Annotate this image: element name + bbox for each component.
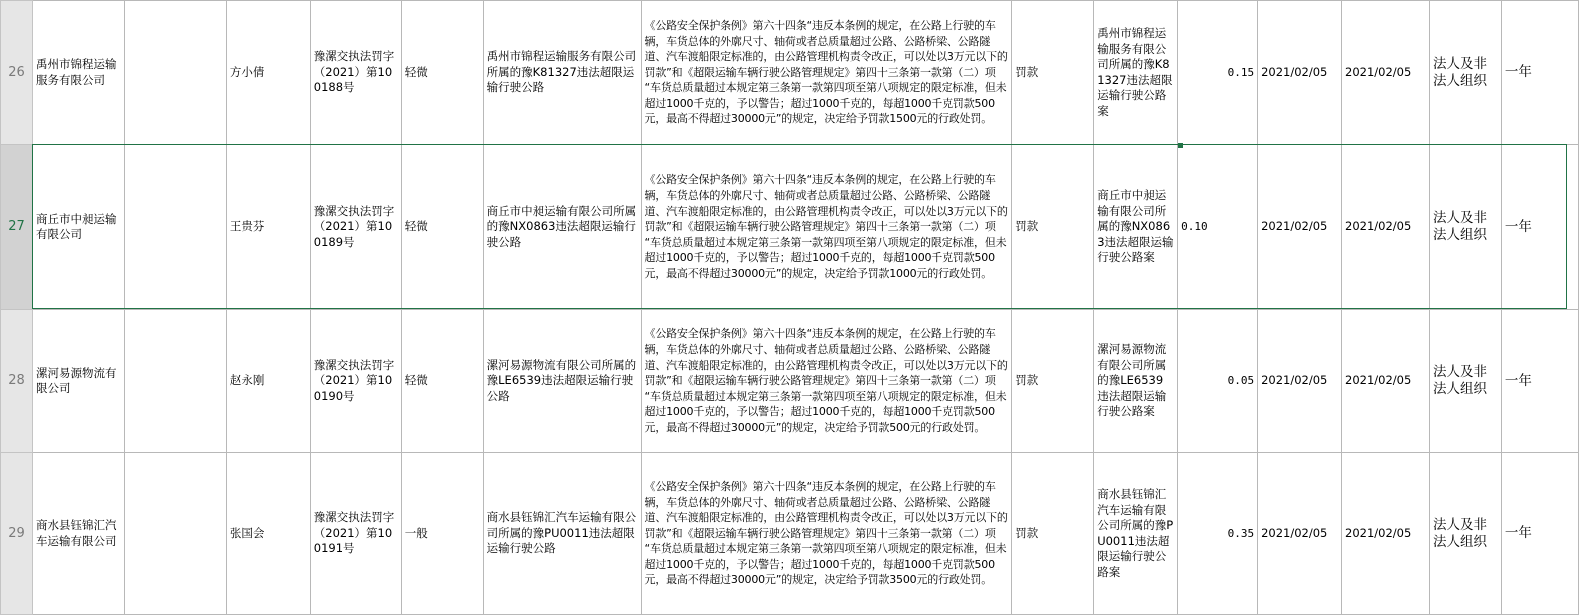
cell-empty[interactable] xyxy=(124,145,226,310)
cell-level[interactable]: 轻微 xyxy=(401,145,483,310)
cell-violation[interactable]: 商丘市中昶运输有限公司所属的豫NX0863违法超限运输行驶公路 xyxy=(483,145,641,310)
cell-empty[interactable] xyxy=(124,453,226,615)
cell-decision-date[interactable]: 2021/02/05 xyxy=(1258,453,1342,615)
cell-level[interactable]: 一般 xyxy=(401,453,483,615)
table-row xyxy=(1,310,1579,453)
cell-period[interactable]: 一年 xyxy=(1501,1,1578,145)
cell-penalty-content[interactable]: 禹州市锦程运输服务有限公司所属的豫K81327违法超限运输行驶公路案 xyxy=(1094,1,1178,145)
row-number[interactable]: 28 xyxy=(1,310,33,453)
cell-publish-date[interactable]: 2021/02/05 xyxy=(1342,1,1430,145)
cell-empty[interactable] xyxy=(124,310,226,453)
cell-period[interactable]: 一年 xyxy=(1501,145,1578,310)
cell-category[interactable]: 法人及非法人组织 xyxy=(1429,1,1501,145)
cell-decision-date[interactable]: 2021/02/05 xyxy=(1258,310,1342,453)
table-row xyxy=(1,1,1579,145)
cell-penalty-type[interactable]: 罚款 xyxy=(1012,145,1094,310)
table-row xyxy=(1,453,1579,615)
cell-violation[interactable]: 漯河易源物流有限公司所属的豫LE6539违法超限运输行驶公路 xyxy=(483,310,641,453)
cell-penalty-type[interactable]: 罚款 xyxy=(1012,453,1094,615)
cell-company[interactable]: 禹州市锦程运输服务有限公司 xyxy=(32,1,124,145)
cell-amount[interactable]: 0.35 xyxy=(1178,453,1258,615)
cell-publish-date[interactable]: 2021/02/05 xyxy=(1342,310,1430,453)
cell-period[interactable]: 一年 xyxy=(1501,453,1578,615)
cell-decision-date[interactable]: 2021/02/05 xyxy=(1258,145,1342,310)
cell-penalty-content[interactable]: 漯河易源物流有限公司所属的豫LE6539违法超限运输行驶公路案 xyxy=(1094,310,1178,453)
cell-penalty-type[interactable]: 罚款 xyxy=(1012,1,1094,145)
cell-period[interactable]: 一年 xyxy=(1501,310,1578,453)
cell-penalty-type[interactable]: 罚款 xyxy=(1012,310,1094,453)
cell-decision-date[interactable]: 2021/02/05 xyxy=(1258,1,1342,145)
cell-person[interactable]: 王贵芬 xyxy=(226,145,310,310)
cell-publish-date[interactable]: 2021/02/05 xyxy=(1342,145,1430,310)
cell-company[interactable]: 商丘市中昶运输有限公司 xyxy=(32,145,124,310)
cell-doc-number[interactable]: 豫漯交执法罚字（2021）第100191号 xyxy=(310,453,401,615)
cell-legal-basis[interactable]: 《公路安全保护条例》第六十四条“违反本条例的规定，在公路上行驶的车辆，车货总体的外廓尺寸、轴荷或者总质量超过公路、公路桥梁、公路隧道、汽车渡船限定标准的，由公路管理机构责令改正，可以处以3万元以下的罚款”和《超限运输车辆行驶公路管理规定》第四十三条第一款第（二）项 “车货总质量超过本规定第三条第一款第四项至第八项规定的限定标准，但未超过1000千克的，予以警告；超过1000千克的，每超1000千克罚款500元，最高不得超过30000元”的规定，决定给予罚款1500元的行政处罚。 xyxy=(641,1,1012,145)
table-row xyxy=(1,145,1579,310)
cell-amount[interactable]: 0.05 xyxy=(1178,310,1258,453)
cell-company[interactable]: 商水县钰锦汇汽车运输有限公司 xyxy=(32,453,124,615)
cell-category[interactable]: 法人及非法人组织 xyxy=(1429,453,1501,615)
cell-legal-basis[interactable]: 《公路安全保护条例》第六十四条“违反本条例的规定，在公路上行驶的车辆，车货总体的外廓尺寸、轴荷或者总质量超过公路、公路桥梁、公路隧道、汽车渡船限定标准的，由公路管理机构责令改正，可以处以3万元以下的罚款”和《超限运输车辆行驶公路管理规定》第四十三条第一款第（二）项 “车货总质量超过本规定第三条第一款第四项至第八项规定的限定标准，但未超过1000千克的，予以警告；超过1000千克的，每超1000千克罚款500元，最高不得超过30000元”的规定，决定给予罚款500元的行政处罚。 xyxy=(641,310,1012,453)
cell-legal-basis[interactable]: 《公路安全保护条例》第六十四条“违反本条例的规定，在公路上行驶的车辆，车货总体的外廓尺寸、轴荷或者总质量超过公路、公路桥梁、公路隧道、汽车渡船限定标准的，由公路管理机构责令改正，可以处以3万元以下的罚款”和《超限运输车辆行驶公路管理规定》第四十三条第一款第（二）项 “车货总质量超过本规定第三条第一款第四项至第八项规定的限定标准，但未超过1000千克的，予以警告；超过1000千克的，每超1000千克罚款500元，最高不得超过30000元”的规定，决定给予罚款1000元的行政处罚。 xyxy=(641,145,1012,310)
cell-amount[interactable]: 0.10 xyxy=(1178,145,1258,310)
cell-level[interactable]: 轻微 xyxy=(401,310,483,453)
cell-publish-date[interactable]: 2021/02/05 xyxy=(1342,453,1430,615)
cell-person[interactable]: 赵永刚 xyxy=(226,310,310,453)
cell-penalty-content[interactable]: 商丘市中昶运输有限公司所属的豫NX0863违法超限运输行驶公路案 xyxy=(1094,145,1178,310)
row-number[interactable]: 27 xyxy=(1,145,33,310)
cell-amount[interactable]: 0.15 xyxy=(1178,1,1258,145)
cell-doc-number[interactable]: 豫漯交执法罚字（2021）第100189号 xyxy=(310,145,401,310)
row-number[interactable]: 26 xyxy=(1,1,33,145)
cell-violation[interactable]: 禹州市锦程运输服务有限公司所属的豫K81327违法超限运输行驶公路 xyxy=(483,1,641,145)
fill-handle[interactable] xyxy=(1178,143,1183,148)
cell-empty[interactable] xyxy=(124,1,226,145)
row-number[interactable]: 29 xyxy=(1,453,33,615)
cell-violation[interactable]: 商水县钰锦汇汽车运输有限公司所属的豫PU0011违法超限运输行驶公路 xyxy=(483,453,641,615)
cell-person[interactable]: 张国会 xyxy=(226,453,310,615)
cell-doc-number[interactable]: 豫漯交执法罚字（2021）第100190号 xyxy=(310,310,401,453)
cell-person[interactable]: 方小倩 xyxy=(226,1,310,145)
cell-legal-basis[interactable]: 《公路安全保护条例》第六十四条“违反本条例的规定，在公路上行驶的车辆，车货总体的外廓尺寸、轴荷或者总质量超过公路、公路桥梁、公路隧道、汽车渡船限定标准的，由公路管理机构责令改正，可以处以3万元以下的罚款”和《超限运输车辆行驶公路管理规定》第四十三条第一款第（二）项 “车货总质量超过本规定第三条第一款第四项至第八项规定的限定标准，但未超过1000千克的，予以警告；超过1000千克的，每超1000千克罚款500元，最高不得超过30000元”的规定，决定给予罚款3500元的行政处罚。 xyxy=(641,453,1012,615)
cell-penalty-content[interactable]: 商水县钰锦汇汽车运输有限公司所属的豫PU0011违法超限运输行驶公路案 xyxy=(1094,453,1178,615)
cell-category[interactable]: 法人及非法人组织 xyxy=(1429,145,1501,310)
cell-level[interactable]: 轻微 xyxy=(401,1,483,145)
cell-category[interactable]: 法人及非法人组织 xyxy=(1429,310,1501,453)
cell-company[interactable]: 漯河易源物流有限公司 xyxy=(32,310,124,453)
cell-doc-number[interactable]: 豫漯交执法罚字（2021）第100188号 xyxy=(310,1,401,145)
